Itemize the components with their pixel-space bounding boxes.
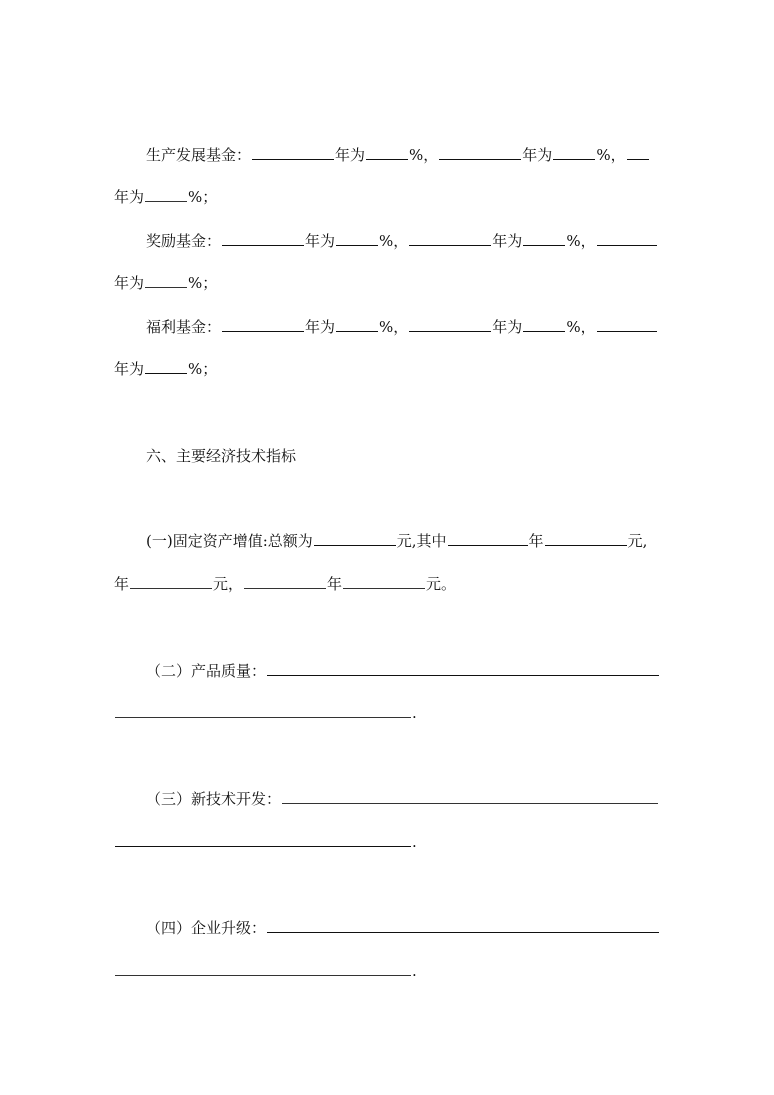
fixed-asset-row <box>146 531 647 551</box>
percent-label: %； <box>188 188 218 206</box>
year-blank[interactable] <box>597 245 657 246</box>
new-tech-label: （三）新技术开发： <box>146 790 282 808</box>
total-blank[interactable] <box>314 545 396 546</box>
year-label: 年为 <box>335 146 366 164</box>
year-label: 年为 <box>522 146 553 164</box>
upgrade-label: （四）企业升级： <box>146 919 267 937</box>
percent-blank[interactable] <box>145 373 187 374</box>
section-heading: 六、主要经济技术指标 <box>146 447 297 465</box>
percent-blank[interactable] <box>523 245 565 246</box>
year-blank[interactable] <box>222 331 304 332</box>
fund-row-production-cont <box>114 187 217 207</box>
percent-label: %， <box>409 146 439 164</box>
year-blank[interactable] <box>409 331 491 332</box>
yuan-label: 元, <box>627 532 648 550</box>
fund-row-welfare-cont <box>114 359 217 379</box>
upgrade-row <box>146 918 660 938</box>
percent-label: %； <box>188 360 218 378</box>
year-label: 年为 <box>492 232 523 250</box>
percent-label: %； <box>188 274 218 292</box>
amount-blank[interactable] <box>545 545 627 546</box>
product-quality-blank[interactable] <box>267 675 659 676</box>
percent-blank[interactable] <box>336 331 378 332</box>
year-label: 年为 <box>114 360 145 378</box>
yuan-label: 元,其中 <box>396 532 447 550</box>
yuan-label: 元。 <box>426 575 457 593</box>
amount-blank[interactable] <box>343 588 425 589</box>
new-tech-row <box>146 789 659 809</box>
upgrade-blank-2[interactable] <box>115 975 411 976</box>
percent-blank[interactable] <box>553 159 595 160</box>
percent-blank[interactable] <box>145 287 187 288</box>
year-label: 年为 <box>492 318 523 336</box>
percent-blank[interactable] <box>366 159 408 160</box>
year-blank[interactable] <box>252 159 334 160</box>
percent-label: %， <box>379 318 409 336</box>
fund-row-production <box>146 145 650 165</box>
percent-label: %， <box>566 318 596 336</box>
fund-label: 福利基金： <box>146 318 222 336</box>
year-blank[interactable] <box>597 331 657 332</box>
percent-label: %， <box>566 232 596 250</box>
year-label: 年为 <box>114 188 145 206</box>
nian-label: 年 <box>327 575 343 593</box>
nian-label: 年 <box>114 575 130 593</box>
period: . <box>412 833 417 851</box>
product-quality-blank-2[interactable] <box>115 717 411 718</box>
period: . <box>412 962 417 980</box>
product-quality-row <box>146 661 660 681</box>
fund-label: 生产发展基金： <box>146 146 252 164</box>
year-blank[interactable] <box>244 588 326 589</box>
percent-label: %， <box>379 232 409 250</box>
fixed-asset-label: (一)固定资产增值:总额为 <box>146 532 313 550</box>
year-blank[interactable] <box>409 245 491 246</box>
upgrade-blank[interactable] <box>267 932 659 933</box>
yuan-label: 元， <box>213 575 244 593</box>
percent-blank[interactable] <box>145 201 187 202</box>
fund-row-reward-cont <box>114 273 217 293</box>
fund-row-reward <box>146 231 658 251</box>
year-blank[interactable] <box>222 245 304 246</box>
percent-label: %， <box>596 146 626 164</box>
nian-label: 年 <box>528 532 544 550</box>
new-tech-blank[interactable] <box>282 803 658 804</box>
fund-label: 奖励基金： <box>146 232 222 250</box>
new-tech-row-cont <box>114 832 417 852</box>
fund-row-welfare <box>146 317 658 337</box>
fixed-asset-row-cont <box>114 574 456 594</box>
year-label: 年为 <box>114 274 145 292</box>
year-label: 年为 <box>305 232 336 250</box>
upgrade-row-cont <box>114 961 417 981</box>
amount-blank[interactable] <box>130 588 212 589</box>
year-blank[interactable] <box>448 545 528 546</box>
year-label: 年为 <box>305 318 336 336</box>
period: . <box>412 704 417 722</box>
percent-blank[interactable] <box>336 245 378 246</box>
product-quality-row-cont <box>114 703 417 723</box>
percent-blank[interactable] <box>523 331 565 332</box>
year-blank[interactable] <box>627 159 649 160</box>
year-blank[interactable] <box>439 159 521 160</box>
product-quality-label: （二）产品质量： <box>146 662 267 680</box>
new-tech-blank-2[interactable] <box>115 846 411 847</box>
